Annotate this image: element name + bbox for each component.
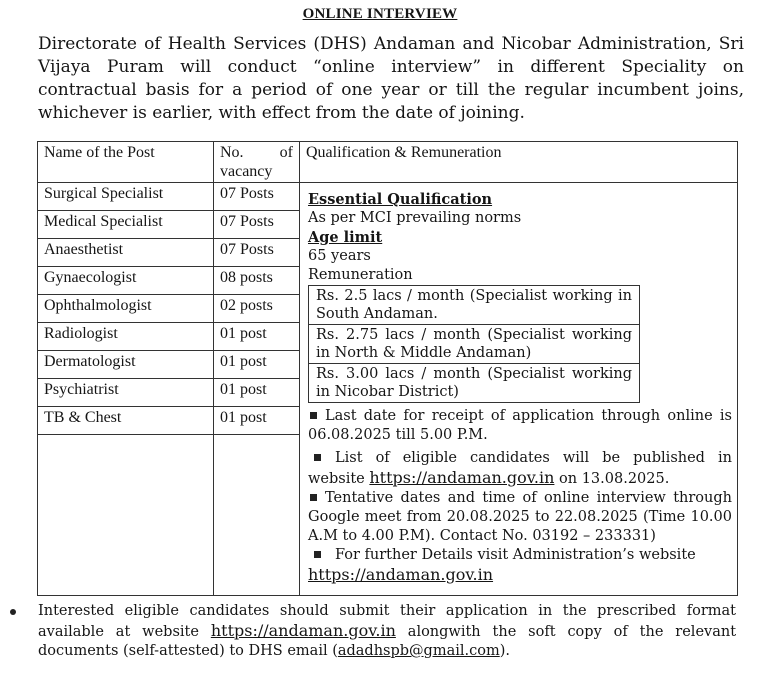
salary-south-andaman: Rs. 2.5 lacs / month (Specialist working in South Andaman. — [309, 286, 640, 325]
post-vacancy: 07 Posts — [214, 183, 300, 211]
post-name: Psychiatrist — [38, 379, 214, 407]
table-header-row — [38, 142, 738, 183]
salary-nicobar: Rs. 3.00 lacs / month (Specialist working in Nicobar District) — [309, 364, 640, 403]
post-vacancy: 01 post — [214, 407, 300, 435]
age-text: 65 years — [308, 248, 371, 264]
post-name: Medical Specialist — [38, 211, 214, 239]
empty-cell — [38, 435, 214, 596]
website-link[interactable]: https://andaman.gov.in — [369, 468, 555, 487]
details-website-link[interactable]: https://andaman.gov.in — [308, 565, 494, 584]
empty-cell — [214, 435, 300, 596]
qualification-cell — [300, 183, 738, 596]
tentative-item — [308, 489, 732, 546]
header-vacancy-word: vacancy — [220, 163, 273, 180]
post-vacancy: 07 Posts — [214, 211, 300, 239]
note-text-c: ). — [499, 643, 510, 659]
eligible-list-date: on 13.08.2025. — [559, 471, 670, 487]
table-row — [38, 183, 738, 211]
post-name: Surgical Specialist — [38, 183, 214, 211]
note-text-b: alongwith the soft copy of the relevant documents (self-attested) to DHS email ( — [38, 624, 737, 659]
post-name: Anaesthetist — [38, 239, 214, 267]
salary-north-middle-andaman: Rs. 2.75 lacs / month (Specialist working in North & Middle Andaman) — [309, 325, 640, 364]
bullet-square-icon — [314, 454, 321, 461]
bullet-dot-icon — [10, 609, 16, 615]
bullet-square-icon — [314, 551, 321, 558]
header-vacancy-of: of — [279, 144, 293, 161]
post-vacancy: 02 posts — [214, 295, 300, 323]
post-vacancy: 08 posts — [214, 267, 300, 295]
post-name: Ophthalmologist — [38, 295, 214, 323]
post-name: Radiologist — [38, 323, 214, 351]
essential-heading: Essential Qualification — [308, 191, 493, 208]
essential-text: As per MCI prevailing norms — [308, 210, 522, 226]
details-item — [308, 546, 732, 565]
note-text-a: Interested eligible candidates should submit their application in the prescribed format available at website — [38, 603, 736, 640]
post-vacancy: 01 post — [214, 323, 300, 351]
header-vacancy — [214, 142, 300, 183]
remuneration-heading: Remuneration — [308, 267, 413, 283]
post-name: TB & Chest — [38, 407, 214, 435]
note-website-link[interactable]: https://andaman.gov.in — [210, 621, 396, 640]
bullet-square-icon — [310, 412, 317, 419]
tentative-text: Tentative dates and time of online interview through Google meet from 20.08.2025 to 22.08.2025 (Time 10.00 A.M to 4.00 P.M). Contact No. 03192 – 233331) — [308, 490, 732, 544]
header-post: Name of the Post — [38, 142, 214, 183]
details-text: For further Details visit Administration’s website — [335, 547, 696, 563]
salary-table — [308, 285, 640, 403]
age-heading: Age limit — [308, 229, 383, 246]
post-vacancy: 01 post — [214, 351, 300, 379]
eligible-list-item — [308, 449, 732, 489]
bullet-square-icon — [310, 494, 317, 501]
post-name: Dermatologist — [38, 351, 214, 379]
intro-paragraph: Directorate of Health Services (DHS) Andaman and Nicobar Administration, Sri Vijaya Puram will conduct “online interview” in different Speciality on contractual basis for a period of one year or till the regular incumbent joins, whichever is earlier, with effect from the date of joining. — [38, 34, 744, 123]
page-title: ONLINE INTERVIEW — [302, 6, 458, 22]
vacancy-table — [37, 141, 738, 596]
eligible-list-text: List of eligible candidates will be published in website — [308, 450, 732, 487]
last-date-text: Last date for receipt of application through online is 06.08.2025 till 5.00 P.M. — [308, 408, 732, 443]
post-vacancy: 07 Posts — [214, 239, 300, 267]
last-date-item — [308, 407, 732, 445]
submission-note — [38, 602, 736, 661]
header-vacancy-no: No. — [220, 144, 244, 161]
post-name: Gynaecologist — [38, 267, 214, 295]
header-qualification: Qualification & Remuneration — [300, 142, 738, 183]
email-link[interactable]: adadhspb@gmail.com — [337, 643, 500, 659]
post-vacancy: 01 post — [214, 379, 300, 407]
